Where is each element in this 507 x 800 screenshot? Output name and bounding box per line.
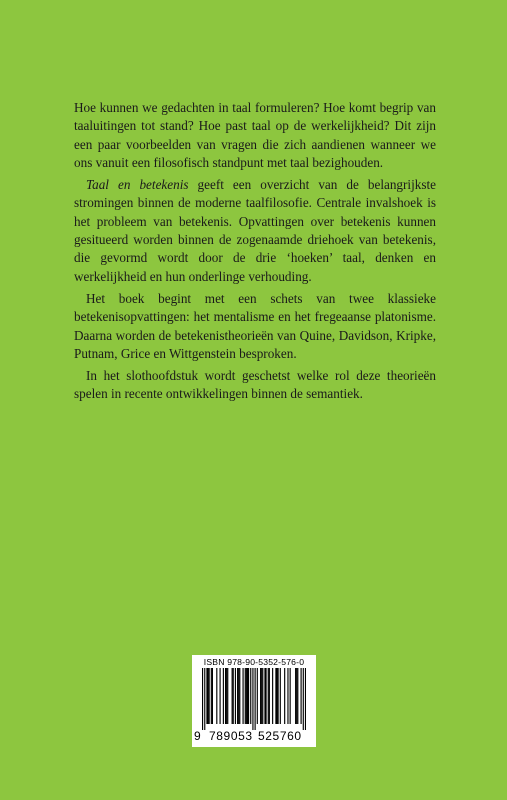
barcode-bar	[245, 668, 246, 724]
barcode-bar	[284, 668, 285, 724]
barcode-bar	[209, 668, 210, 724]
barcode-bar	[264, 668, 265, 724]
barcode-bar	[233, 668, 234, 724]
barcode-bar	[297, 668, 298, 724]
barcode-left-digits: 789053	[209, 729, 253, 743]
barcode-guard-bar	[252, 668, 253, 730]
barcode-bar	[237, 668, 238, 724]
barcode-guard-bar	[305, 668, 306, 730]
barcode-bar	[243, 668, 244, 724]
book-title-italic: Taal en betekenis	[86, 177, 189, 193]
barcode-bar	[220, 668, 221, 724]
barcode-bar	[290, 668, 291, 724]
barcode-bar	[248, 668, 249, 724]
barcode-guard-bar	[204, 668, 205, 730]
barcode-bar	[280, 668, 281, 724]
barcode-guard-bar	[303, 668, 304, 730]
barcode-bar	[260, 668, 261, 724]
barcode-bar	[295, 668, 296, 724]
isbn-label: ISBN 978-90-5352-576-0	[203, 657, 305, 667]
barcode-right-digits: 525760	[258, 729, 302, 743]
barcode-bar	[235, 668, 236, 724]
blurb-paragraph-2-text: geeft een overzicht van de belangrijkste stromingen binnen de moderne taalfilosofie. Centrale invalshoek is het probleem van betekenis. Opvattingen over betekenis kunnen gesitueerd worden binnen de zogenaamde driehoek van betekenis, die gevormd wordt door de drie ‘hoeken’ taal, denken en werkelijkheid en hun onderlinge verhouding.	[74, 177, 436, 284]
barcode-bar	[225, 668, 226, 724]
barcode-bar	[227, 668, 228, 724]
barcode-bar	[246, 668, 247, 724]
barcode-bar	[212, 668, 213, 724]
barcode-bar	[257, 668, 258, 724]
barcode-bar	[287, 668, 288, 724]
barcode-bar	[301, 668, 302, 724]
back-cover-blurb	[74, 99, 436, 408]
barcode-bar	[276, 668, 277, 724]
barcode-bar	[296, 668, 297, 724]
isbn-barcode	[192, 655, 316, 747]
blurb-paragraph-4: In het slothoofdstuk wordt geschetst welke rol deze theorieën spelen in recente ontwikkelingen binnen de semantiek.	[74, 368, 436, 402]
barcode-guard-bar	[255, 668, 256, 730]
barcode-bar	[223, 668, 224, 724]
barcode-bar	[247, 668, 248, 724]
barcode-bar	[206, 668, 207, 724]
barcode-bar	[226, 668, 227, 724]
barcode-bar	[278, 668, 279, 724]
barcode-bar	[269, 668, 270, 724]
barcode-bar	[207, 668, 208, 724]
barcode-bar	[238, 668, 239, 724]
blurb-paragraph-1: Hoe kunnen we gedachten in taal formuleren? Hoe komt begrip van taaluitingen tot stand? Hoe past taal op de werkelijkheid? Dit zijn een paar voorbeelden van vragen die zich aandienen wanneer we ons vanuit een filosofisch standpunt met taal bezighouden.	[74, 100, 436, 170]
blurb-paragraph-3: Het boek begint met een schets van twee klassieke betekenisopvattingen: het mentalisme en het fregeaanse platonisme. Daarna worden de betekenistheorieën van Quine, Davidson, Kripke, Putnam, Grice en Wittgenstein besproken.	[74, 290, 436, 361]
barcode-bar	[265, 668, 266, 724]
barcode-guard-bar	[202, 668, 203, 730]
blurb-paragraph-2	[74, 176, 436, 286]
barcode-bar	[216, 668, 217, 724]
barcode-bar	[211, 668, 212, 724]
barcode-bar	[272, 668, 273, 724]
barcode-bars	[202, 668, 306, 730]
barcode-bar	[268, 668, 269, 724]
barcode-bar	[239, 668, 240, 724]
barcode-bar	[250, 668, 251, 724]
barcode-bar	[262, 668, 263, 724]
barcode-bar	[232, 668, 233, 724]
barcode-bar	[275, 668, 276, 724]
barcode-lead-digit: 9	[194, 729, 202, 743]
barcode-bar	[261, 668, 262, 724]
